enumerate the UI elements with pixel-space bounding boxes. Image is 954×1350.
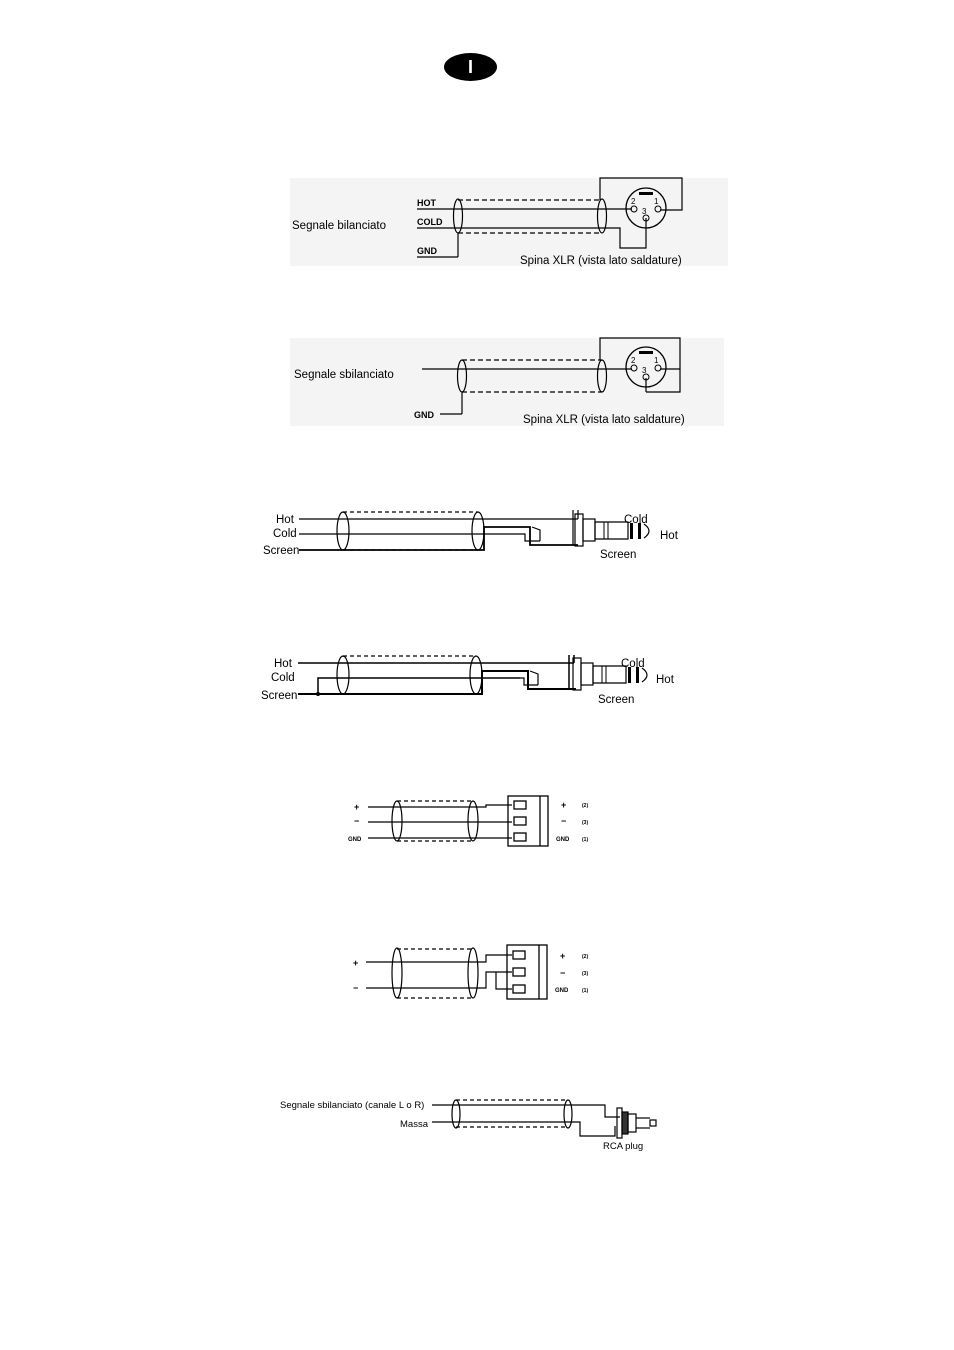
plug-label: RCA plug [603,1141,644,1152]
pin-1-label: (1) [582,837,589,843]
section-badge: I [444,53,497,81]
cold-label: COLD [417,217,443,227]
diagram-terminal-balanced [348,796,588,846]
rca-plug [617,1108,656,1138]
pin-1-label: 1 [654,356,659,365]
tip-hot-label: Hot [660,530,678,542]
right-plus-label: + [561,800,567,810]
terminal-block [507,945,547,999]
plus-label: + [353,958,359,968]
cold-label: Cold [271,672,295,684]
junction-dot [316,692,320,696]
signal-label: Segnale sbilanciato (canale L o R) [280,1100,425,1111]
gnd-label: GND [348,837,362,843]
pin-3-label: (3) [582,971,589,977]
gnd-label: GND [417,246,437,256]
right-minus-label: − [560,968,566,978]
plus-label: + [354,802,360,812]
cable [366,948,512,998]
plug-label: Spina XLR (vista lato saldature) [520,255,682,267]
diagram-jack-stereo-2 [261,655,675,706]
tip-cold-label: Cold [621,658,645,670]
hot-label: Hot [274,658,292,670]
diagram-jack-stereo-1 [263,510,679,561]
pin-3-label: 3 [642,207,647,216]
screen-label: Screen [261,690,298,702]
pin-2-label: (2) [582,954,589,960]
minus-label: − [353,983,359,993]
right-gnd-label: GND [556,837,570,843]
right-gnd-label: GND [555,988,569,994]
minus-label: − [354,816,360,826]
diagram-terminal-unbalanced [353,945,588,999]
pin-2-label: 2 [631,197,636,206]
cable [298,655,576,694]
ground-label: Massa [400,1119,428,1130]
tip-screen-label: Screen [600,549,637,561]
pin-2-label: 2 [631,356,636,365]
diagram-xlr-unbalanced [290,338,724,426]
cable [432,1100,620,1136]
signal-label: Segnale bilanciato [292,220,386,232]
hot-label: Hot [276,514,294,526]
cold-label: Cold [273,528,297,540]
tip-hot-label: Hot [656,674,674,686]
right-plus-label: + [560,951,566,961]
screen-label: Screen [263,545,300,557]
cable [299,510,578,550]
signal-label: Segnale sbilanciato [294,369,394,381]
plug-label: Spina XLR (vista lato saldature) [523,414,685,426]
terminal-block [508,796,548,846]
pin-3-label: 3 [642,366,647,375]
pin-1-label: (1) [582,988,589,994]
hot-label: HOT [417,198,436,208]
cable [368,801,512,841]
tip-screen-label: Screen [598,694,635,706]
pin-2-label: (2) [582,803,589,809]
tip-cold-label: Cold [624,514,648,526]
pin-3-label: (3) [582,820,589,826]
diagram-xlr-balanced [290,178,728,267]
diagram-rca [280,1100,656,1152]
gnd-label: GND [414,410,434,420]
pin-1-label: 1 [654,197,659,206]
right-minus-label: − [561,816,567,826]
